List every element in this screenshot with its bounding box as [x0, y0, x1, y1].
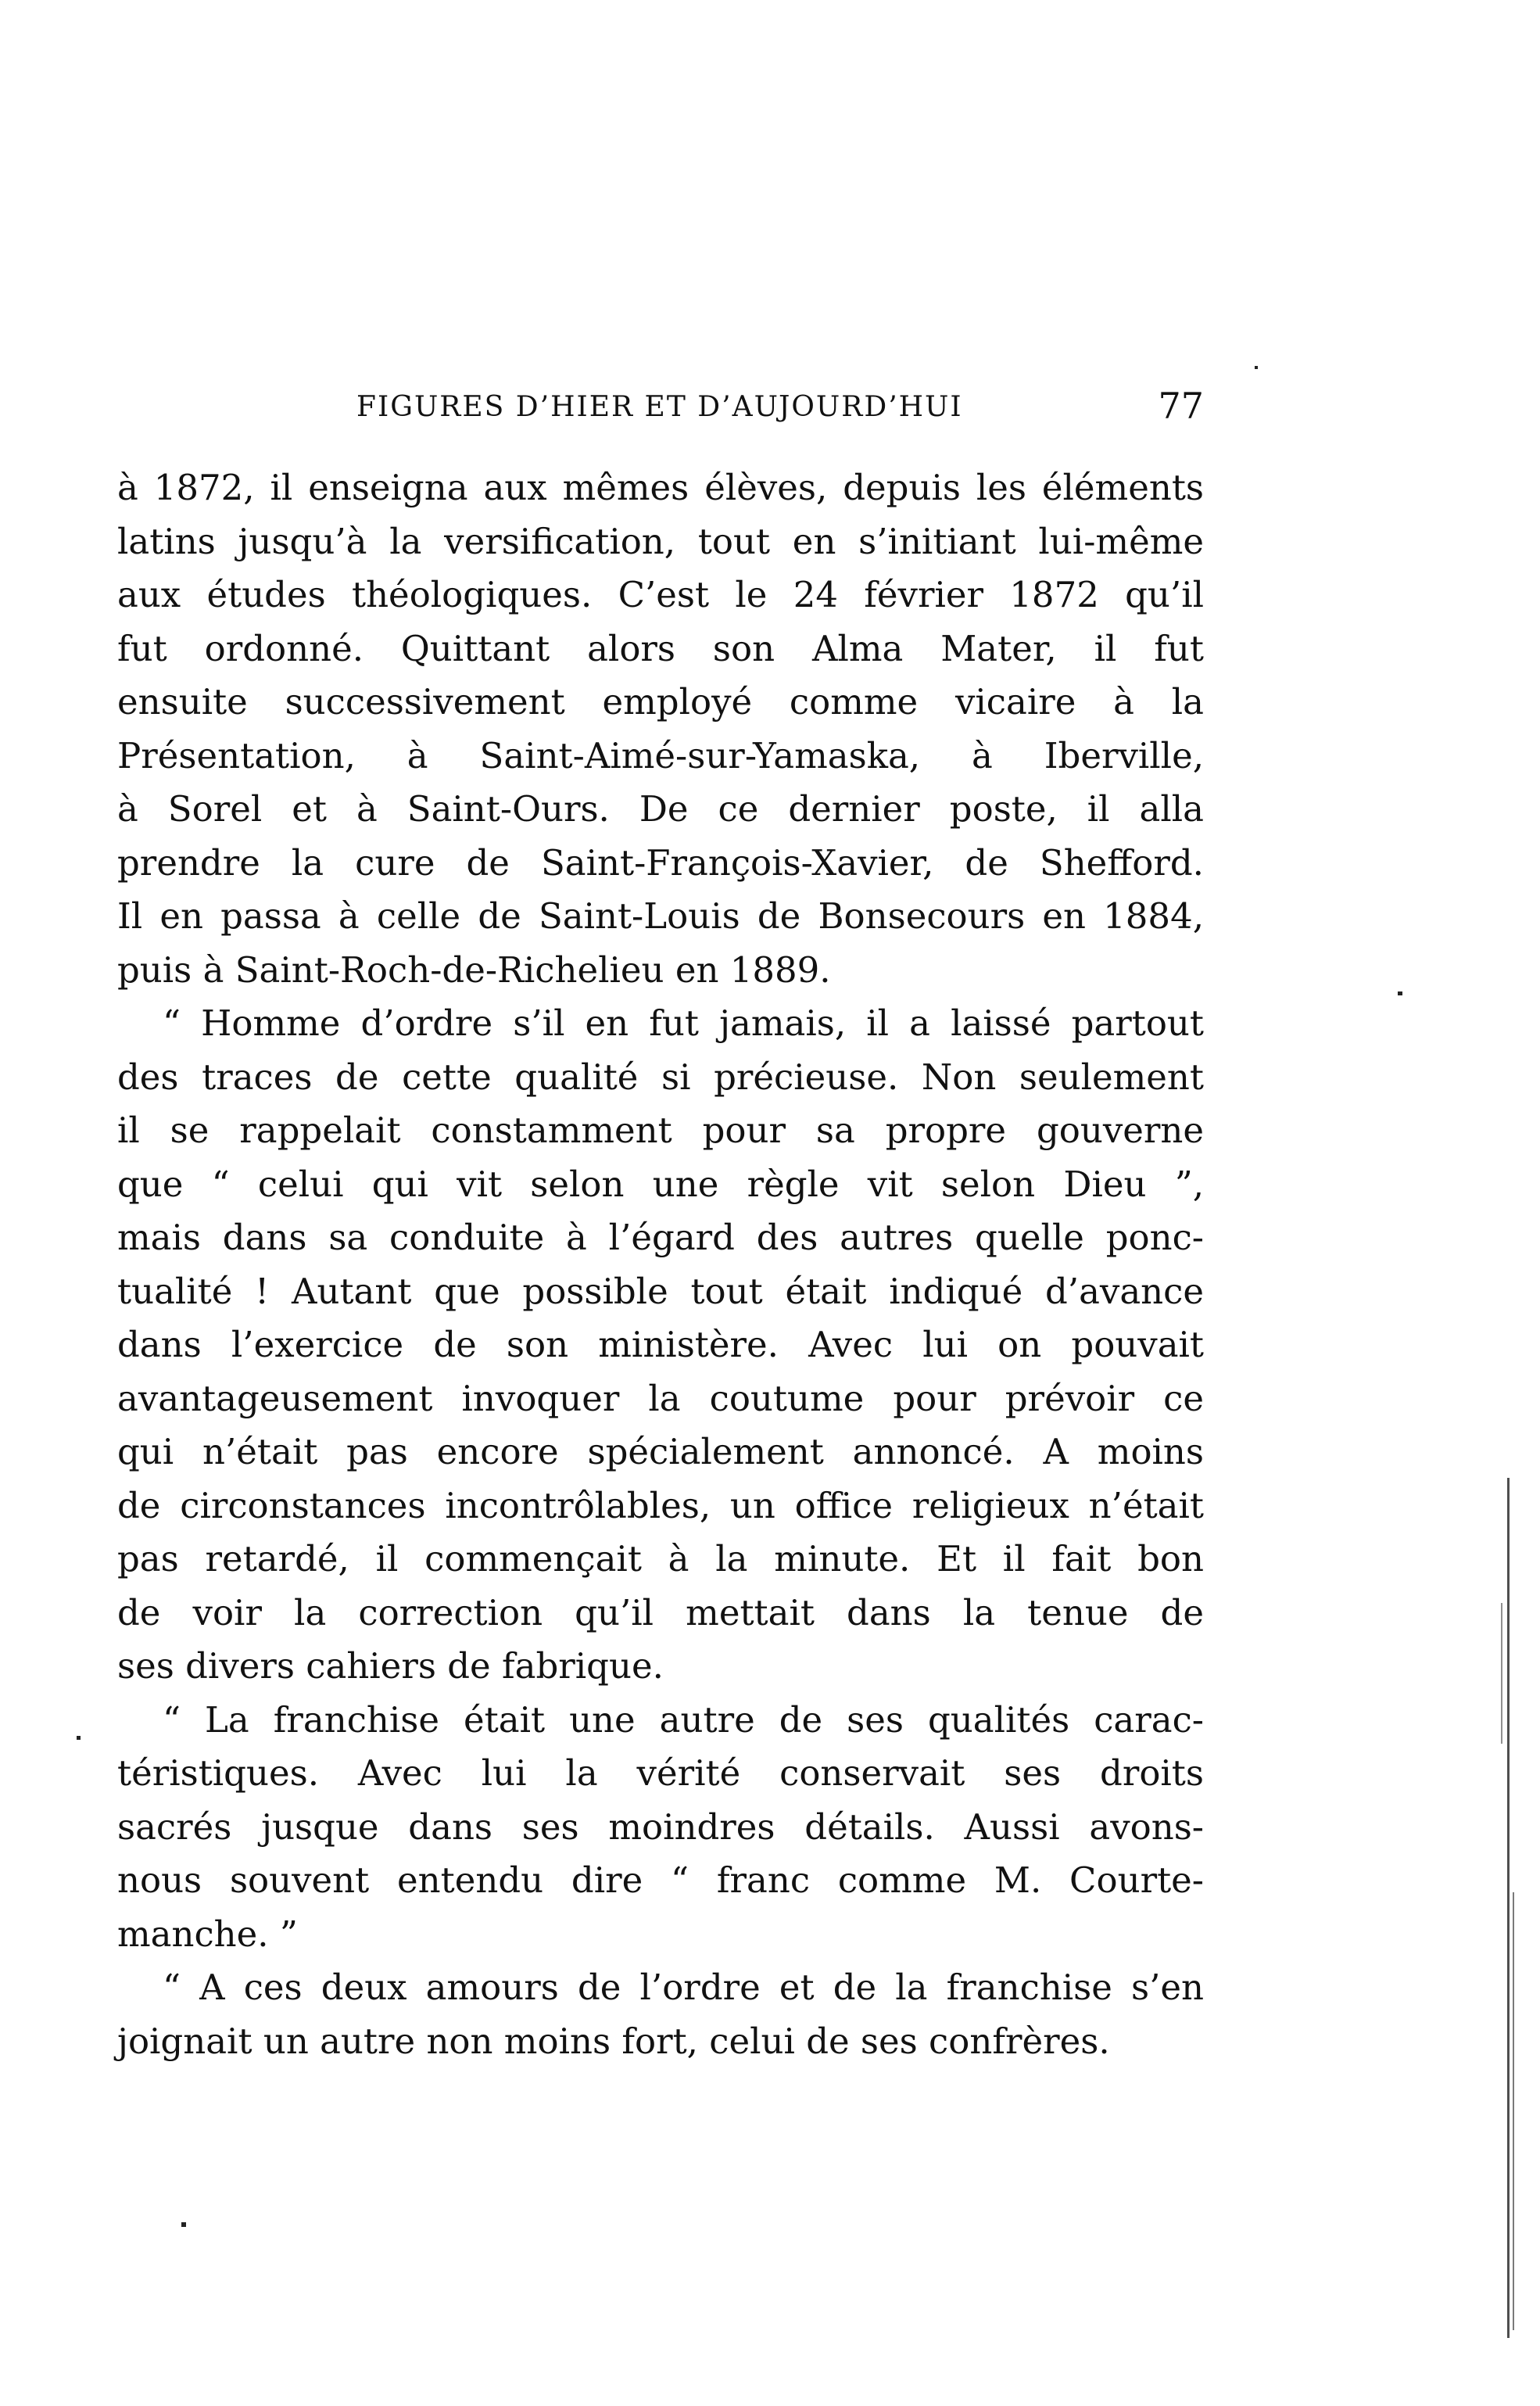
text-line: tualité ! Autant que possible tout était indiqué d’avance	[117, 1270, 1204, 1312]
scan-speck	[77, 1736, 81, 1740]
scan-speck	[1398, 991, 1402, 995]
text-line: de circonstances incontrôlables, un office religieux n’était	[117, 1484, 1204, 1526]
text-line: joignait un autre non moins fort, celui de ses confrères.	[117, 2020, 1110, 2062]
page-edge-line	[1513, 1892, 1514, 2330]
text-line: fut ordonné. Quittant alors son Alma Mater, il fut	[117, 627, 1204, 669]
page-edge-line	[1507, 1478, 1510, 2338]
text-line: Présentation, à Saint-Aimé-sur-Yamaska, à Iberville,	[117, 734, 1204, 776]
running-title: FIGURES D’HIER ET D’AUJOURD’HUI	[356, 391, 963, 423]
text-line: à Sorel et à Saint-Ours. De ce dernier poste, il alla	[117, 788, 1204, 830]
text-line: de voir la correction qu’il mettait dans la tenue de	[117, 1591, 1204, 1633]
text-line: latins jusqu’à la versification, tout en s’initiant lui-même	[117, 520, 1204, 562]
text-line: avantageusement invoquer la coutume pour prévoir ce	[117, 1377, 1204, 1419]
text-line: mais dans sa conduite à l’égard des autres quelle ponc-	[117, 1217, 1204, 1258]
running-header	[117, 385, 1204, 432]
text-line: dans l’exercice de son ministère. Avec lui on pouvait	[117, 1324, 1204, 1365]
text-line: sacrés jusque dans ses moindres détails. Aussi avons-	[117, 1805, 1204, 1848]
scan-speck	[181, 2222, 186, 2227]
page-number: 77	[1158, 385, 1204, 427]
body-text	[117, 461, 1204, 2068]
text-line: que “ celui qui vit selon une règle vit selon Dieu ”,	[117, 1163, 1204, 1205]
text-line: “ A ces deux amours de l’ordre et de la franchise s’en	[163, 1967, 1204, 2008]
text-line: Il en passa à celle de Saint-Louis de Bonsecours en 1884,	[117, 895, 1204, 937]
text-line: “ Homme d’ordre s’il en fut jamais, il a laissé partout	[163, 1002, 1204, 1044]
text-line: qui n’était pas encore spécialement annoncé. A moins	[117, 1431, 1204, 1472]
text-line: prendre la cure de Saint-François-Xavier, de Shefford.	[117, 841, 1204, 884]
text-line: à 1872, il enseigna aux mêmes élèves, depuis les éléments	[117, 467, 1204, 508]
scan-speck	[1255, 366, 1258, 369]
text-line: des traces de cette qualité si précieuse. Non seulement	[117, 1056, 1204, 1098]
text-line: ensuite successivement employé comme vicaire à la	[117, 681, 1204, 723]
text-line: téristiques. Avec lui la vérité conservait ses droits	[117, 1752, 1204, 1794]
text-line: manche. ”	[117, 1913, 298, 1955]
text-line: ses divers cahiers de fabrique.	[117, 1645, 664, 1687]
text-line: “ La franchise était une autre de ses qualités carac-	[163, 1698, 1204, 1741]
page-edge-line	[1501, 1603, 1502, 1744]
text-line: aux études théologiques. C’est le 24 février 1872 qu’il	[117, 574, 1204, 615]
text-line: il se rappelait constamment pour sa propre gouverne	[117, 1110, 1204, 1151]
text-line: pas retardé, il commençait à la minute. Et il fait bon	[117, 1538, 1204, 1579]
text-line: nous souvent entendu dire “ franc comme M. Courte-	[117, 1859, 1204, 1901]
text-line: puis à Saint-Roch-de-Richelieu en 1889.	[117, 948, 831, 991]
